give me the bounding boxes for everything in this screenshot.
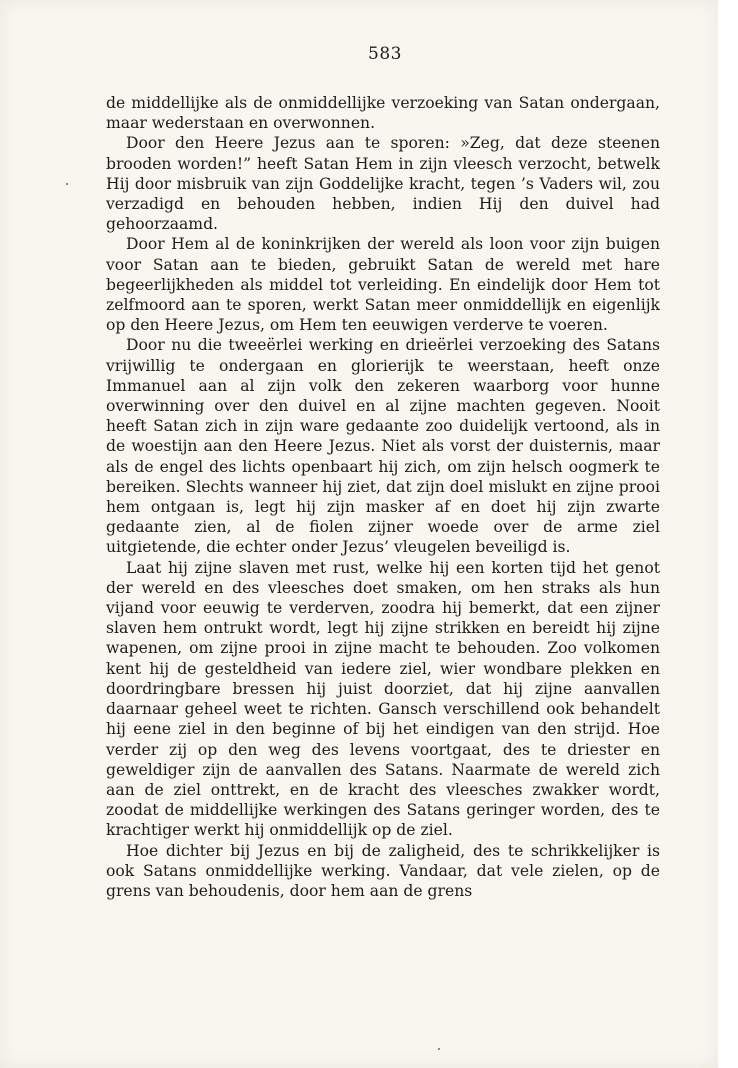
paragraph-6: Hoe dichter bij Jezus en bij de zaligheid, des te schrikkelijker is ook Satans onmiddellijke werking. Vandaar, dat vele zielen, op de grens van behoudenis, door hem aan de grens [106, 841, 660, 900]
paragraph-1: de middellijke als de onmiddellijke verzoeking van Satan ondergaan, maar wederstaan en overwonnen. [106, 94, 660, 133]
paragraph-2: Door den Heere Jezus aan te sporen: »Zeg, dat deze steenen brooden worden!” heeft Satan Hem in zijn vleesch verzocht, betwelk Hij door misbruik van zijn Goddelijke kracht, tegen ’s Vaders wil, zou verzadigd en behouden hebben, indien Hij den duivel had gehoorzaamd. [106, 134, 660, 234]
paper-speck [438, 1048, 440, 1050]
paragraph-4: Door nu die tweeërlei werking en drieërlei verzoeking des Satans vrijwillig te ondergaan en glorierijk te weerstaan, heeft onze Immanuel aan al zijn volk den zekeren waarborg voor hunne overwinning over den duivel en al zijne machten gegeven. Nooit heeft Satan zich in zijn ware gedaante zoo duidelijk vertoond, als in de woestijn aan den Heere Jezus. Niet als vorst der duisternis, maar als de engel des lichts openbaart hij zich, om zijn helsch oogmerk te bereiken. Slechts wanneer hij ziet, dat zijn doel mislukt en zijne prooi hem ontgaan is, legt hij zijn masker af en doet hij zijn zwarte gedaante zien, al de fiolen zijner woede over de arme ziel uitgietende, die echter onder Jezus’ vleugelen beveiligd is. [106, 336, 660, 557]
page-number: 583 [368, 44, 402, 64]
paper-speck [66, 183, 68, 185]
paragraph-5: Laat hij zijne slaven met rust, welke hij een korten tijd het genot der wereld en des vleesches doet smaken, om hen straks als hun vijand voor eeuwig te verderven, zoodra hij bemerkt, dat een zijner slaven hem ontrukt wordt, legt hij zijne strikken en bereidt hij zijne wapenen, om zijne prooi in zijne macht te behouden. Zoo volkomen kent hij de gesteldheid van iedere ziel, wier wondbare plekken en doordringbare bressen hij juist doorziet, dat hij zijne aanvallen daarnaar geheel weet te richten. Gansch verschillend ook behandelt hij eene ziel in den beginne of bij het eindigen van den strijd. Hoe verder zij op den weg des levens voortgaat, des te driester en geweldiger zijn de aanvallen des Satans. Naarmate de wereld zich aan de ziel onttrekt, en de kracht des vleesches zwakker wordt, zoodat de middellijke werkingen des Satans geringer worden, des te krachtiger werkt hij onmiddellijk op de ziel. [106, 558, 660, 840]
paragraph-3: Door Hem al de koninkrijken der wereld als loon voor zijn buigen voor Satan aan te bieden, gebruikt Satan de wereld met hare begeerlijkheden als middel tot verleiding. En eindelijk door Hem tot zelfmoord aan te sporen, werkt Satan meer onmiddellijk en eigenlijk op den Heere Jezus, om Hem ten eeuwigen verderve te voeren. [106, 235, 660, 335]
body-text [106, 93, 660, 901]
